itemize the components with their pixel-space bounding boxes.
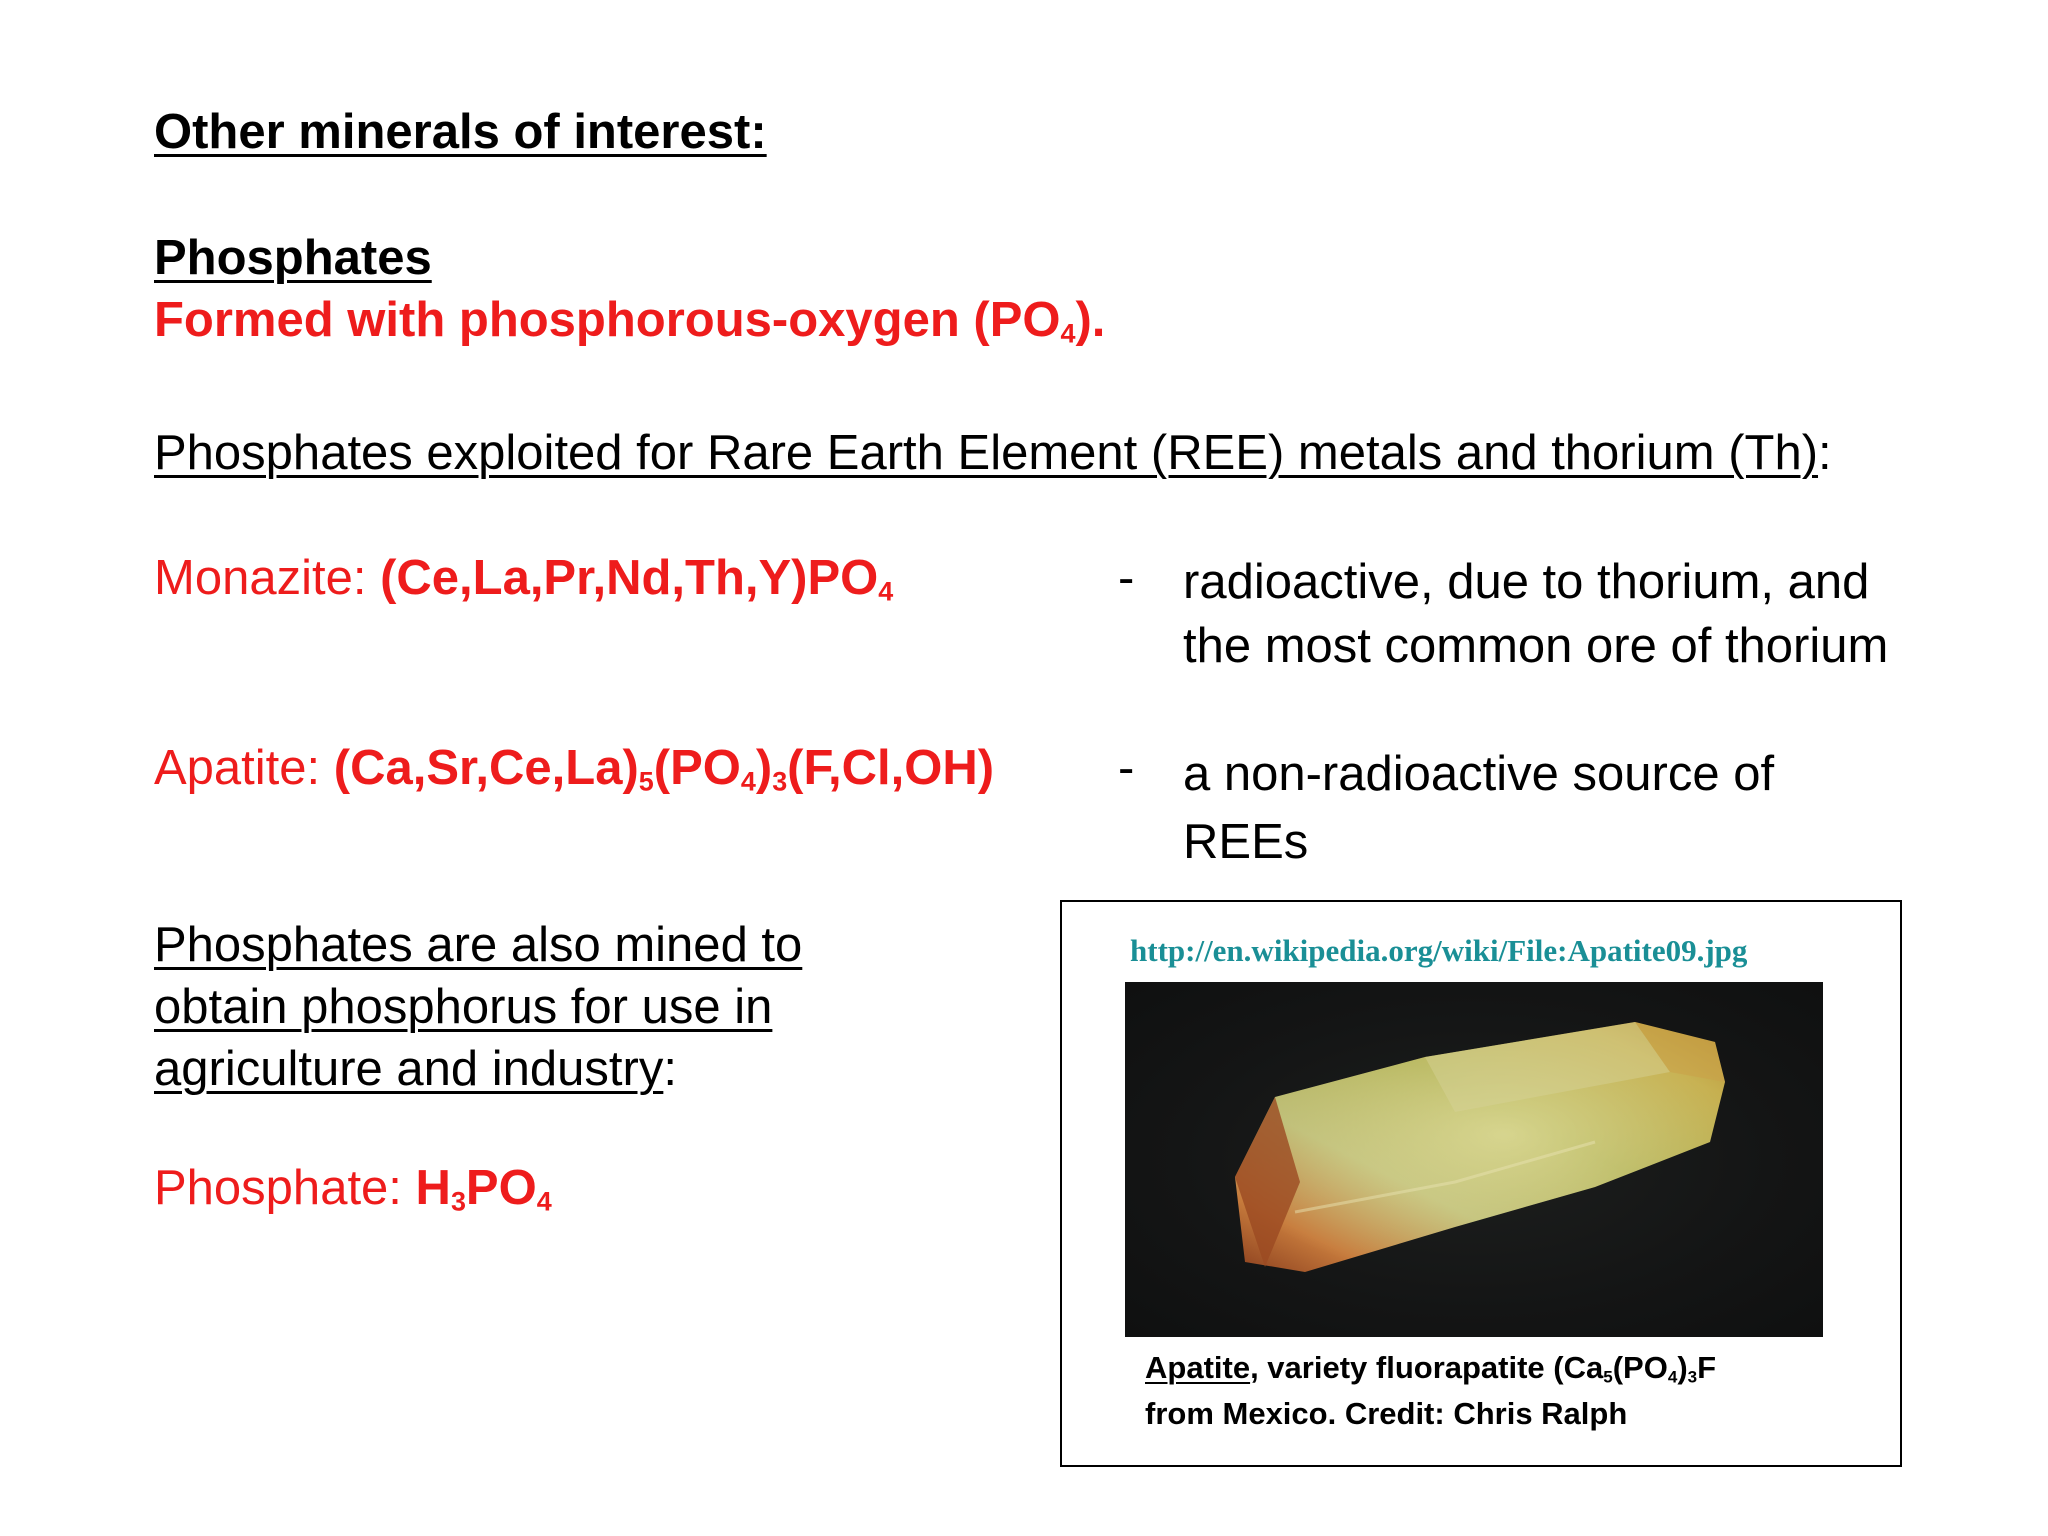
apatite-f1: (Ca,Sr,Ce,La) bbox=[333, 741, 639, 795]
apatite-formula bbox=[334, 741, 994, 795]
caption-sub-1: 5 bbox=[1603, 1367, 1613, 1387]
slide-title: Other minerals of interest: bbox=[154, 105, 767, 159]
apatite-f4: (F,Cl,OH) bbox=[787, 741, 995, 795]
apatite-s3: 3 bbox=[772, 766, 788, 797]
phosphate-s1: 3 bbox=[450, 1186, 466, 1217]
caption-part-2: (PO bbox=[1612, 1350, 1668, 1385]
monazite-formula-main: (Ce,La,Pr,Nd,Th,Y)PO bbox=[380, 551, 879, 605]
monazite-formula-sub: 4 bbox=[878, 576, 894, 607]
phosphate-formula bbox=[416, 1161, 552, 1215]
phosphate-line bbox=[154, 1160, 552, 1216]
apatite-s1: 5 bbox=[638, 766, 654, 797]
exploited-text: Phosphates exploited for Rare Earth Element (REE) metals and thorium (Th) bbox=[154, 426, 1819, 480]
caption-apatite-link[interactable]: Apatite bbox=[1145, 1350, 1251, 1385]
monazite-line bbox=[154, 550, 893, 606]
mined-paragraph bbox=[154, 914, 914, 1100]
caption-line-2: from Mexico. Credit: Chris Ralph bbox=[1145, 1396, 1628, 1431]
formed-sub: 4 bbox=[1060, 318, 1076, 349]
formed-tail: ). bbox=[1075, 293, 1106, 347]
caption-line-1 bbox=[1145, 1345, 1716, 1391]
apatite-crystal-illustration bbox=[1125, 982, 1823, 1337]
phosphate-f2: PO bbox=[465, 1161, 537, 1215]
apatite-crystal-photo bbox=[1125, 982, 1823, 1337]
caption-sub-3: 3 bbox=[1687, 1367, 1698, 1387]
phosphate-f1: H bbox=[415, 1161, 451, 1215]
formed-text: Formed with phosphorous-oxygen (PO bbox=[154, 293, 1061, 347]
apatite-label: Apatite: bbox=[154, 741, 334, 795]
apatite-dash: - bbox=[1118, 741, 1135, 795]
mined-tail: : bbox=[663, 1042, 677, 1096]
caption-part-4: F bbox=[1697, 1350, 1717, 1385]
monazite-description: radioactive, due to thorium, and the most common ore of thorium bbox=[1183, 555, 1889, 673]
formed-line bbox=[154, 292, 1105, 348]
apatite-line bbox=[154, 740, 994, 796]
apatite-f3: ) bbox=[755, 741, 773, 795]
monazite-formula bbox=[380, 551, 893, 605]
caption-sub-2: 4 bbox=[1667, 1367, 1678, 1387]
apatite-description: a non-radioactive source of REEs bbox=[1183, 747, 1775, 869]
caption-part-1: , variety fluorapatite (Ca bbox=[1250, 1350, 1604, 1385]
phosphate-s2: 4 bbox=[536, 1186, 552, 1217]
monazite-dash: - bbox=[1118, 551, 1135, 605]
monazite-label: Monazite: bbox=[154, 551, 381, 605]
mined-text: Phosphates are also mined to obtain phosphorus for use in agriculture and industry bbox=[154, 918, 803, 1096]
figure-source-url[interactable]: http://en.wikipedia.org/wiki/File:Apatite09.jpg bbox=[1130, 933, 1748, 968]
apatite-f2: (PO bbox=[653, 741, 741, 795]
apatite-s2: 4 bbox=[740, 766, 756, 797]
exploited-tail: : bbox=[1818, 426, 1832, 480]
caption-part-3: ) bbox=[1677, 1350, 1688, 1385]
figure-caption bbox=[1145, 1345, 1716, 1437]
phosphate-label: Phosphate: bbox=[154, 1161, 416, 1215]
section-title: Phosphates bbox=[154, 231, 432, 285]
exploited-line bbox=[154, 425, 1832, 481]
